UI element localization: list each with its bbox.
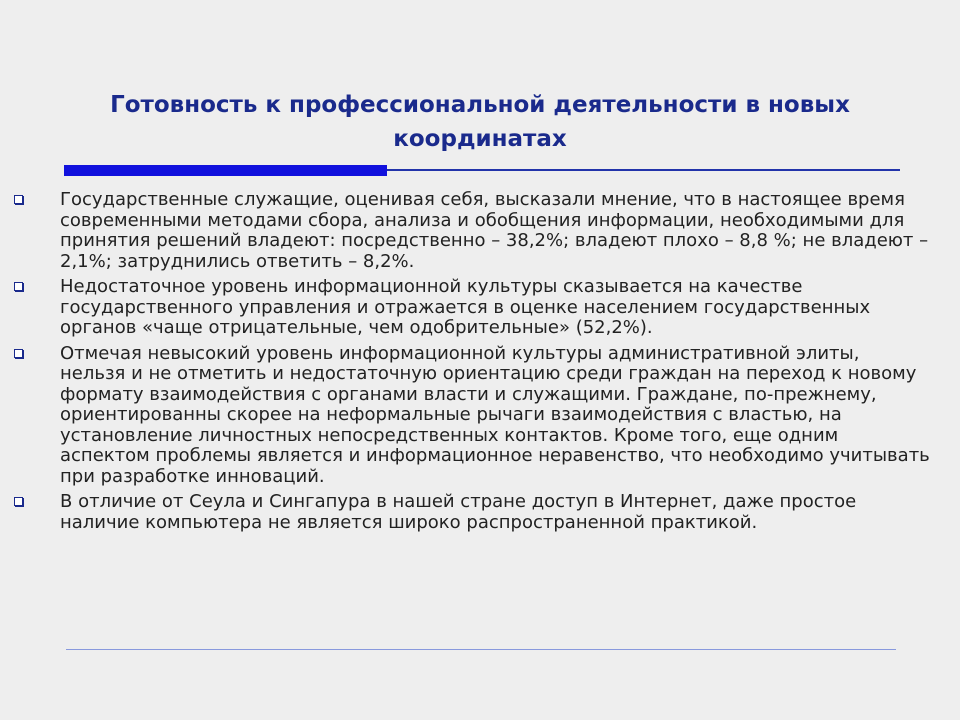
list-item-text: Отмечая невысокий уровень информационной культуры административной элиты, нельзя и не отметить и недостаточную ориентацию среди граждан на переход к новому формату взаимодействия с органами власти и служащими. Граждане, по-прежнему, ориентированны скорее на неформальные рычаги взаимодействия с властью, на установление личностных непосредственных контактов. Кроме того, еще одним аспектом проблемы является и информационное неравенство, что необходимо учитывать при разработке инноваций.: [60, 342, 930, 487]
square-bullet-icon: [14, 282, 23, 291]
title-underline-rule: [387, 169, 900, 171]
square-bullet-icon: [14, 497, 23, 506]
footer-divider: [66, 649, 896, 650]
slide-title: Готовность к профессиональной деятельности в новых координатах: [110, 92, 850, 152]
list-item-text: В отличие от Сеула и Сингапура в нашей стране доступ в Интернет, даже простое наличие компьютера не является широко распространенной практикой.: [60, 491, 857, 533]
list-item-text: Недостаточное уровень информационной культуры сказывается на качестве государственного управления и отражается в оценке населением государственных органов «чаще отрицательные, чем одобрительные» (52,2%).: [60, 276, 871, 338]
list-item: [10, 277, 930, 339]
bullet-list: [10, 190, 930, 538]
square-bullet-icon: [14, 349, 23, 358]
list-item: [10, 492, 930, 533]
list-item: [10, 344, 930, 488]
list-item-text: Государственные служащие, оценивая себя, высказали мнение, что в настоящее время современными методами сбора, анализа и обобщения информации, необходимыми для принятия решений владеют: посредственно – 38,2%; владеют плохо – 8,8 %; не владеют – 2,1%; затруднились ответить – 8,2%.: [60, 189, 929, 272]
square-bullet-icon: [14, 195, 23, 204]
title-underline-accent: [64, 165, 387, 176]
list-item: [10, 190, 930, 272]
